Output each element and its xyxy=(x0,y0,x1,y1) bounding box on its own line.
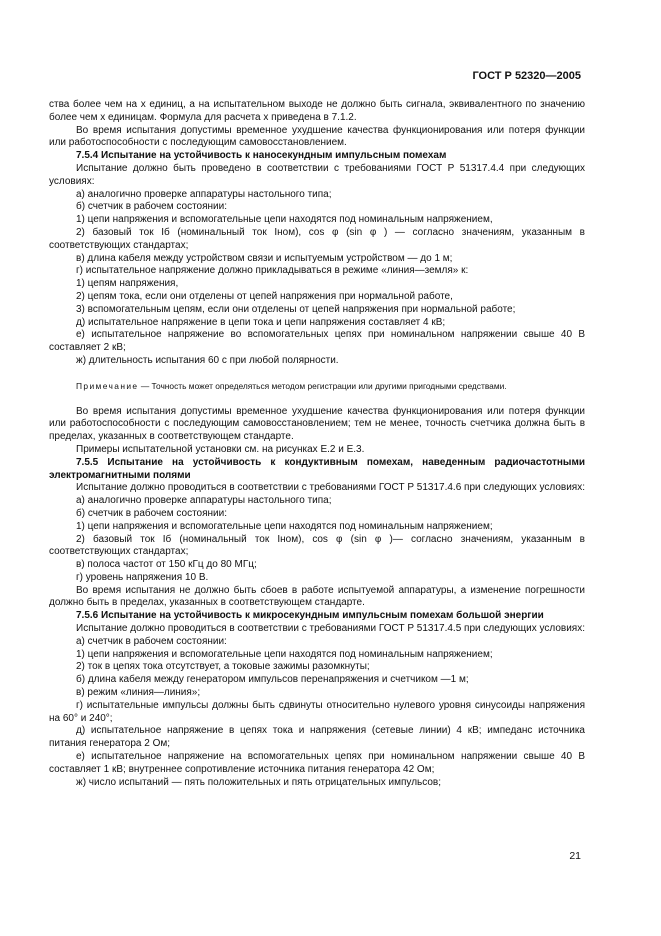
list-item: 1) цепи напряжения и вспомогательные цепи находятся под номинальным напряжением, xyxy=(76,214,493,226)
page-body xyxy=(49,99,585,789)
paragraph: Испытание должно быть проведено в соответствии с требованиями ГОСТ Р 51317.4.4 при следующих условиях: xyxy=(49,162,585,187)
list-item: б) длина кабеля между генератором импульсов перенапряжения и счетчиком —1 м; xyxy=(76,674,469,686)
paragraph: Примеры испытательной установки см. на рисунках Е.2 и Е.3. xyxy=(76,443,365,455)
note-label: Примечание xyxy=(76,380,139,391)
list-item: д) испытательное напряжение в цепях тока и напряжения (сетевые линии) 4 кВ; импеданс источника питания генератора 2 Ом; xyxy=(49,725,585,750)
section-heading: 7.5.4 Испытание на устойчивость к наносекундным импульсным помехам xyxy=(76,150,447,162)
note xyxy=(49,380,585,393)
list-item: 2) цепям тока, если они отделены от цепей напряжения при нормальной работе, xyxy=(76,290,453,302)
paragraph: Во время испытания допустимы временное ухудшение качества функционирования или потеря функции или работоспособности с последующим самовосстановлением. xyxy=(49,124,585,149)
paragraph: Испытание должно проводиться в соответствии с требованиями ГОСТ Р 51317.4.6 при следующих условиях: xyxy=(76,482,585,494)
document-header: ГОСТ Р 52320—2005 xyxy=(472,70,581,82)
list-item: 2) базовый ток Iб (номинальный ток Iном), cos φ (sin φ ) — согласно значениям, указанным в соответствующих стандартах; xyxy=(49,226,585,251)
paragraph: Во время испытания допустимы временное ухудшение качества функционирования или потеря функции или работоспособности с последующим самовосстановлением; тем не менее, точность счетчика должна быть в пределах, указанных в соответствующем стандарте. xyxy=(49,405,585,443)
list-item: 1) цепи напряжения и вспомогательные цепи находятся под номинальным напряжением; xyxy=(76,520,493,532)
list-item: г) уровень напряжения 10 В. xyxy=(76,571,209,583)
list-item: в) режим «линия—линия»; xyxy=(76,687,201,699)
note-text: — Точность может определяться методом регистрации или другими пригодными средствами. xyxy=(140,380,507,391)
paragraph: Во время испытания не должно быть сбоев в работе испытуемой аппаратуры, а изменение погрешности должно быть в пределах, указанных в соответствующем стандарте. xyxy=(49,584,585,609)
section-heading: 7.5.6 Испытание на устойчивость к микросекундным импульсным помехам большой энергии xyxy=(76,610,544,622)
list-item: б) счетчик в рабочем состоянии: xyxy=(76,201,227,213)
list-item: а) счетчик в рабочем состоянии: xyxy=(76,635,227,647)
list-item: г) испытательные импульсы должны быть сдвинуты относительно нулевого уровня синусоиды напряжения на 60° и 240°; xyxy=(49,699,585,724)
paragraph: Испытание должно проводиться в соответствии с требованиями ГОСТ Р 51317.4.5 при следующих условиях: xyxy=(76,623,585,635)
list-item: ж) длительность испытания 60 с при любой полярности. xyxy=(76,354,339,366)
list-item: е) испытательное напряжение во вспомогательных цепях при номинальном напряжении свыше 40 В составляет 2 кВ; xyxy=(49,329,585,354)
section-heading: 7.5.5 Испытание на устойчивость к кондуктивным помехам, наведенным радиочастотными электромагнитными полями xyxy=(49,456,585,481)
list-item: 1) цепям напряжения, xyxy=(76,278,179,290)
list-item: в) длина кабеля между устройством связи и испытуемым устройством — до 1 м; xyxy=(76,252,453,264)
list-item: д) испытательное напряжение в цепи тока и цепи напряжения составляет 4 кВ; xyxy=(76,316,446,328)
list-item: в) полоса частот от 150 кГц до 80 МГц; xyxy=(76,559,257,571)
paragraph: ства более чем на x единиц, а на испытательном выходе не должно быть сигнала, эквивалентного по значению более чем x единицам. Формула для расчета x приведена в 7.1.2. xyxy=(49,99,585,123)
list-item: ж) число испытаний — пять положительных и пять отрицательных импульсов; xyxy=(76,776,442,788)
page-number: 21 xyxy=(569,850,581,862)
list-item: а) аналогично проверке аппаратуры настольного типа; xyxy=(76,188,332,200)
list-item: 1) цепи напряжения и вспомогательные цепи находятся под номинальным напряжением; xyxy=(76,648,493,660)
list-item: е) испытательное напряжение на вспомогательных цепях при номинальном напряжении свыше 40 В составляет 1 кВ; внутреннее сопротивление источника питания генератора 42 Ом; xyxy=(49,751,585,775)
list-item: а) аналогично проверке аппаратуры настольного типа; xyxy=(76,495,332,507)
list-item: 2) ток в цепях тока отсутствует, а токовые зажимы разомкнуты; xyxy=(76,661,370,673)
list-item: г) испытательное напряжение должно прикладываться в режиме «линия—земля» к: xyxy=(76,265,469,277)
list-item: б) счетчик в рабочем состоянии: xyxy=(76,507,227,519)
list-item: 3) вспомогательным цепям, если они отделены от цепей напряжения при нормальной работе; xyxy=(76,303,516,315)
list-item: 2) базовый ток Iб (номинальный ток Iном), cos φ (sin φ )— согласно значениям, указанным в соответствующих стандартах; xyxy=(49,533,585,558)
